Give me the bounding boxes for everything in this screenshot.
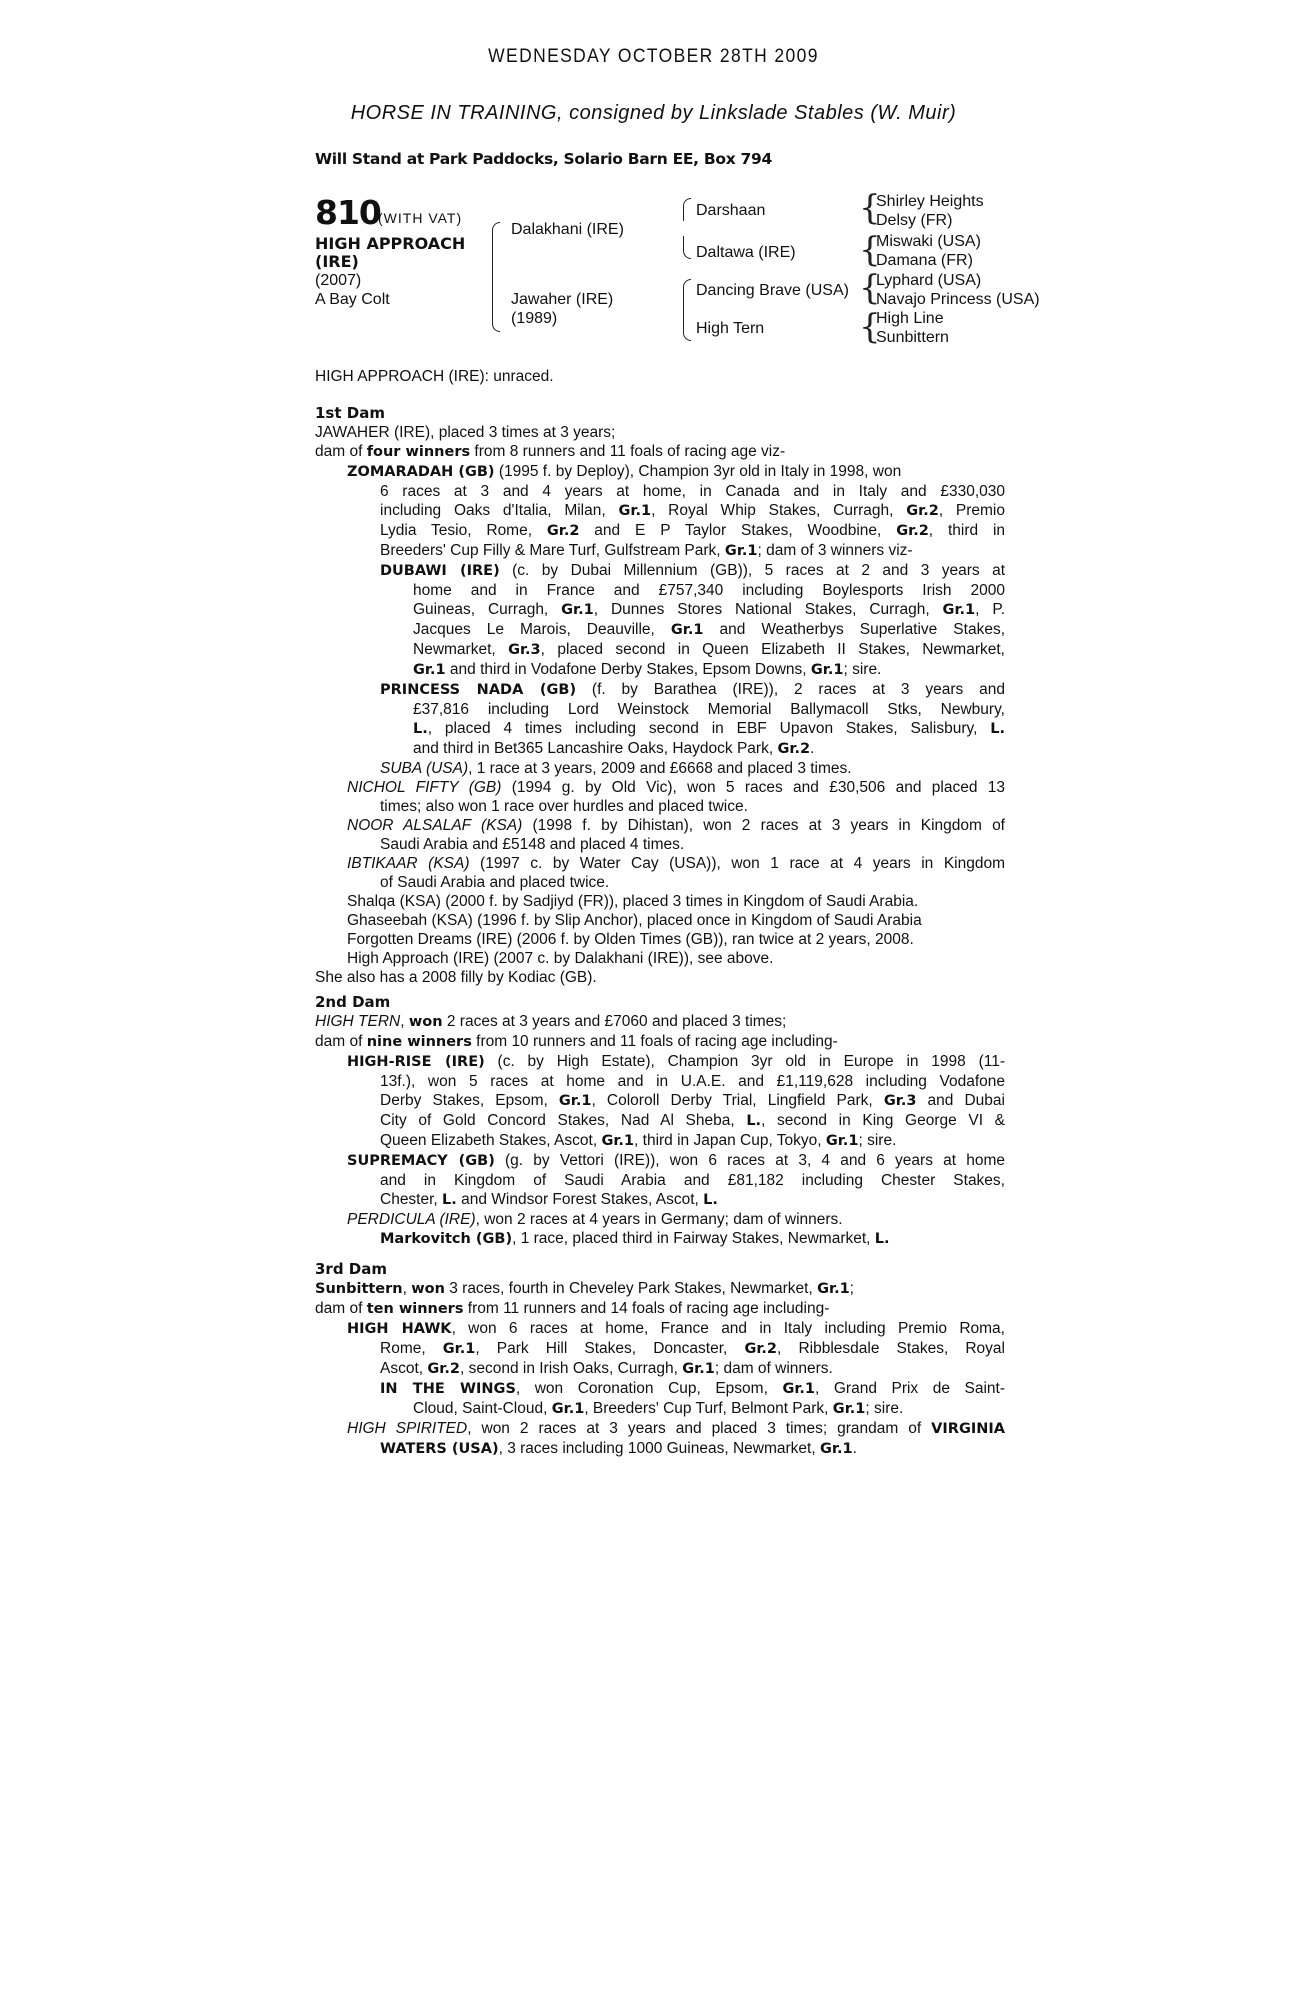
pedigree-bracket-sire-bottom: [683, 236, 691, 259]
pedigree-bracket-main: [492, 222, 500, 332]
third-dam-line: Sunbittern, won 3 races, fourth in Cheveley Park Stakes, Newmarket, Gr.1;: [315, 1280, 854, 1297]
second-dam-produce-summary: dam of nine winners from 10 runners and 11 foals of racing age including-: [315, 1033, 838, 1050]
produce-dubawi: DUBAWI (IRE) (c. by Dubai Millennium (GB)), 5 races at 2 and 3 years at home and in France and £757,340 including Boylesports Irish 2000 Guineas, Curragh, Gr.1, Dunnes Stores National Stakes, Curragh, Gr.1, P. Jacques Le Marois, Deauville, Gr.1 and Weatherbys Superlative Stakes, Newmarket, Gr.3, placed second in Queen Elizabeth II Stakes, Newmarket, Gr.1 and third in Vodafone Derby Stakes, Epsom Downs, Gr.1; sire.: [380, 562, 1006, 678]
pedigree-dam-year: (1989): [511, 310, 558, 327]
third-dam-produce-summary: dam of ten winners from 11 runners and 14 foals of racing age including-: [315, 1300, 830, 1317]
produce-high-rise: HIGH-RISE (IRE) (c. by High Estate), Champion 3yr old in Europe in 1998 (11- 13f.), won 5 races at home and in U.A.E. and £1,119,628 including Vodafone Derby Stakes, Epsom, Gr.1, Coloroll Derby Trial, Lingfield Park, Gr.3 and Dubai City of Gold Concord Stakes, Nad Al Sheba, L., second in King George VI & Queen Elizabeth Stakes, Ascot, Gr.1, third in Japan Cup, Tokyo, Gr.1; sire.: [347, 1053, 1006, 1149]
produce-shalqa: Shalqa (KSA) (2000 f. by Sadjiyd (FR)), placed 3 times in Kingdom of Saudi Arabia.: [347, 893, 919, 910]
pedigree-bracket-dam: [683, 279, 691, 341]
produce-in-the-wings: IN THE WINGS, won Coronation Cup, Epsom, Gr.1, Grand Prix de Saint- Cloud, Saint-Cloud, Gr.1, Breeders' Cup Turf, Belmont Park, Gr.1; sire.: [380, 1380, 1005, 1417]
vat-label: (WITH VAT): [378, 210, 463, 226]
second-dam-section: [315, 993, 1005, 1249]
pedigree-sire-sire: Darshaan: [696, 202, 766, 219]
horse-name: HIGH APPROACH: [315, 234, 466, 253]
racing-note: HIGH APPROACH (IRE): unraced.: [315, 368, 554, 385]
second-dam-line: HIGH TERN, won 2 races at 3 years and £7060 and placed 3 times;: [315, 1013, 787, 1030]
first-dam-heading: 1st Dam: [315, 404, 385, 422]
produce-supremacy: SUPREMACY (GB) (g. by Vettori (IRE)), won 6 races at 3, 4 and 6 years at home and in Kingdom of Saudi Arabia and £81,182 including Chester Stakes, Chester, L. and Windsor Forest Stakes, Ascot, L.: [347, 1152, 1006, 1208]
pedigree-sd-dam: Damana (FR): [876, 252, 973, 269]
pedigree-ss-sire: Shirley Heights: [876, 193, 984, 210]
produce-noor-alsalaf: NOOR ALSALAF (KSA) (1998 f. by Dihistan), won 2 races at 3 years in Kingdom of Saudi Arabia and £5148 and placed 4 times.: [347, 817, 1005, 853]
pedigree-bracket-sire-top: [683, 198, 691, 221]
second-dam-heading: 2nd Dam: [315, 993, 391, 1011]
produce-high-spirited: HIGH SPIRITED, won 2 races at 3 years and placed 3 times; grandam of VIRGINIA WATERS (USA), 3 races including 1000 Guineas, Newmarket, Gr.1.: [347, 1420, 1006, 1457]
horse-description: A Bay Colt: [315, 291, 390, 308]
first-dam-also: She also has a 2008 filly by Kodiac (GB).: [315, 969, 597, 986]
pedigree-brace-3: {: [859, 268, 881, 308]
produce-high-approach: High Approach (IRE) (2007 c. by Dalakhani (IRE)), see above.: [347, 950, 774, 967]
produce-ibtikaar: IBTIKAAR (KSA) (1997 c. by Water Cay (USA)), won 1 race at 4 years in Kingdom of Saudi Arabia and placed twice.: [347, 855, 1005, 891]
third-dam-heading: 3rd Dam: [315, 1260, 387, 1278]
pedigree-brace-1: {: [859, 188, 881, 228]
lot-number: 810: [315, 193, 381, 232]
first-dam-section: [315, 404, 1005, 987]
pedigree-sire-dam: Daltawa (IRE): [696, 244, 796, 261]
pedigree-dam-sire: Dancing Brave (USA): [696, 282, 849, 299]
produce-zomaradah: ZOMARADAH (GB) (1995 f. by Deploy), Champion 3yr old in Italy in 1998, won 6 races at 3 and 4 years at home, in Canada and in Italy and £330,030 including Oaks d'Italia, Milan, Gr.1, Royal Whip Stakes, Curragh, Gr.2, Premio Lydia Tesio, Rome, Gr.2 and E P Taylor Stakes, Woodbine, Gr.2, third in Breeders' Cup Filly & Mare Turf, Gulfstream Park, Gr.1; dam of 3 winners viz-: [347, 463, 1006, 559]
consignment-subtitle: HORSE IN TRAINING, consigned by Linkslade Stables (W. Muir): [350, 102, 957, 124]
produce-high-hawk: HIGH HAWK, won 6 races at home, France and in Italy including Premio Roma, Rome, Gr.1, Park Hill Stakes, Doncaster, Gr.2, Ribblesdale Stakes, Royal Ascot, Gr.2, second in Irish Oaks, Curragh, Gr.1; dam of winners.: [347, 1320, 1005, 1377]
produce-ghaseebah: Ghaseebah (KSA) (1996 f. by Slip Anchor), placed once in Kingdom of Saudi Arabia: [347, 912, 922, 929]
pedigree-dd-sire: High Line: [876, 310, 944, 327]
produce-perdicula: PERDICULA (IRE), won 2 races at 4 years in Germany; dam of winners.: [347, 1211, 843, 1228]
pedigree-dd-dam: Sunbittern: [876, 329, 949, 346]
pedigree-brace-4: {: [859, 307, 881, 347]
produce-forgotten-dreams: Forgotten Dreams (IRE) (2006 f. by Olden Times (GB)), ran twice at 2 years, 2008.: [347, 931, 914, 948]
stand-location: Will Stand at Park Paddocks, Solario Barn EE, Box 794: [315, 150, 772, 168]
pedigree-brace-2: {: [859, 230, 881, 270]
pedigree-sire: Dalakhani (IRE): [511, 221, 624, 238]
produce-markovitch: Markovitch (GB), 1 race, placed third in Fairway Stakes, Newmarket, L.: [380, 1230, 890, 1247]
pedigree-sd-sire: Miswaki (USA): [876, 233, 981, 250]
third-dam-section: [315, 1260, 1005, 1459]
pedigree-dam-dam: High Tern: [696, 320, 765, 337]
produce-princess-nada: PRINCESS NADA (GB) (f. by Barathea (IRE)), 2 races at 3 years and £37,816 including Lord Weinstock Memorial Ballymacoll Stks, Newbury, L., placed 4 times including second in EBF Upavon Stakes, Salisbury, L. and third in Bet365 Lancashire Oaks, Haydock Park, Gr.2.: [380, 681, 1005, 757]
produce-suba: SUBA (USA), 1 race at 3 years, 2009 and £6668 and placed 3 times.: [380, 760, 852, 777]
produce-nichol-fifty: NICHOL FIFTY (GB) (1994 g. by Old Vic), won 5 races and £30,506 and placed 13 times; also won 1 race over hurdles and placed twice.: [347, 779, 1005, 815]
sale-date: WEDNESDAY OCTOBER 28TH 2009: [488, 46, 819, 67]
pedigree-ds-dam: Navajo Princess (USA): [876, 291, 1040, 308]
pedigree-dam: Jawaher (IRE): [511, 291, 614, 308]
first-dam-line: JAWAHER (IRE), placed 3 times at 3 years;: [315, 424, 616, 441]
pedigree-ss-dam: Delsy (FR): [876, 212, 953, 229]
pedigree-ds-sire: Lyphard (USA): [876, 272, 982, 289]
horse-name-suffix: (IRE): [315, 252, 359, 271]
foaling-year: (2007): [315, 272, 362, 289]
first-dam-produce-summary: dam of four winners from 8 runners and 11 foals of racing age viz-: [315, 443, 786, 460]
